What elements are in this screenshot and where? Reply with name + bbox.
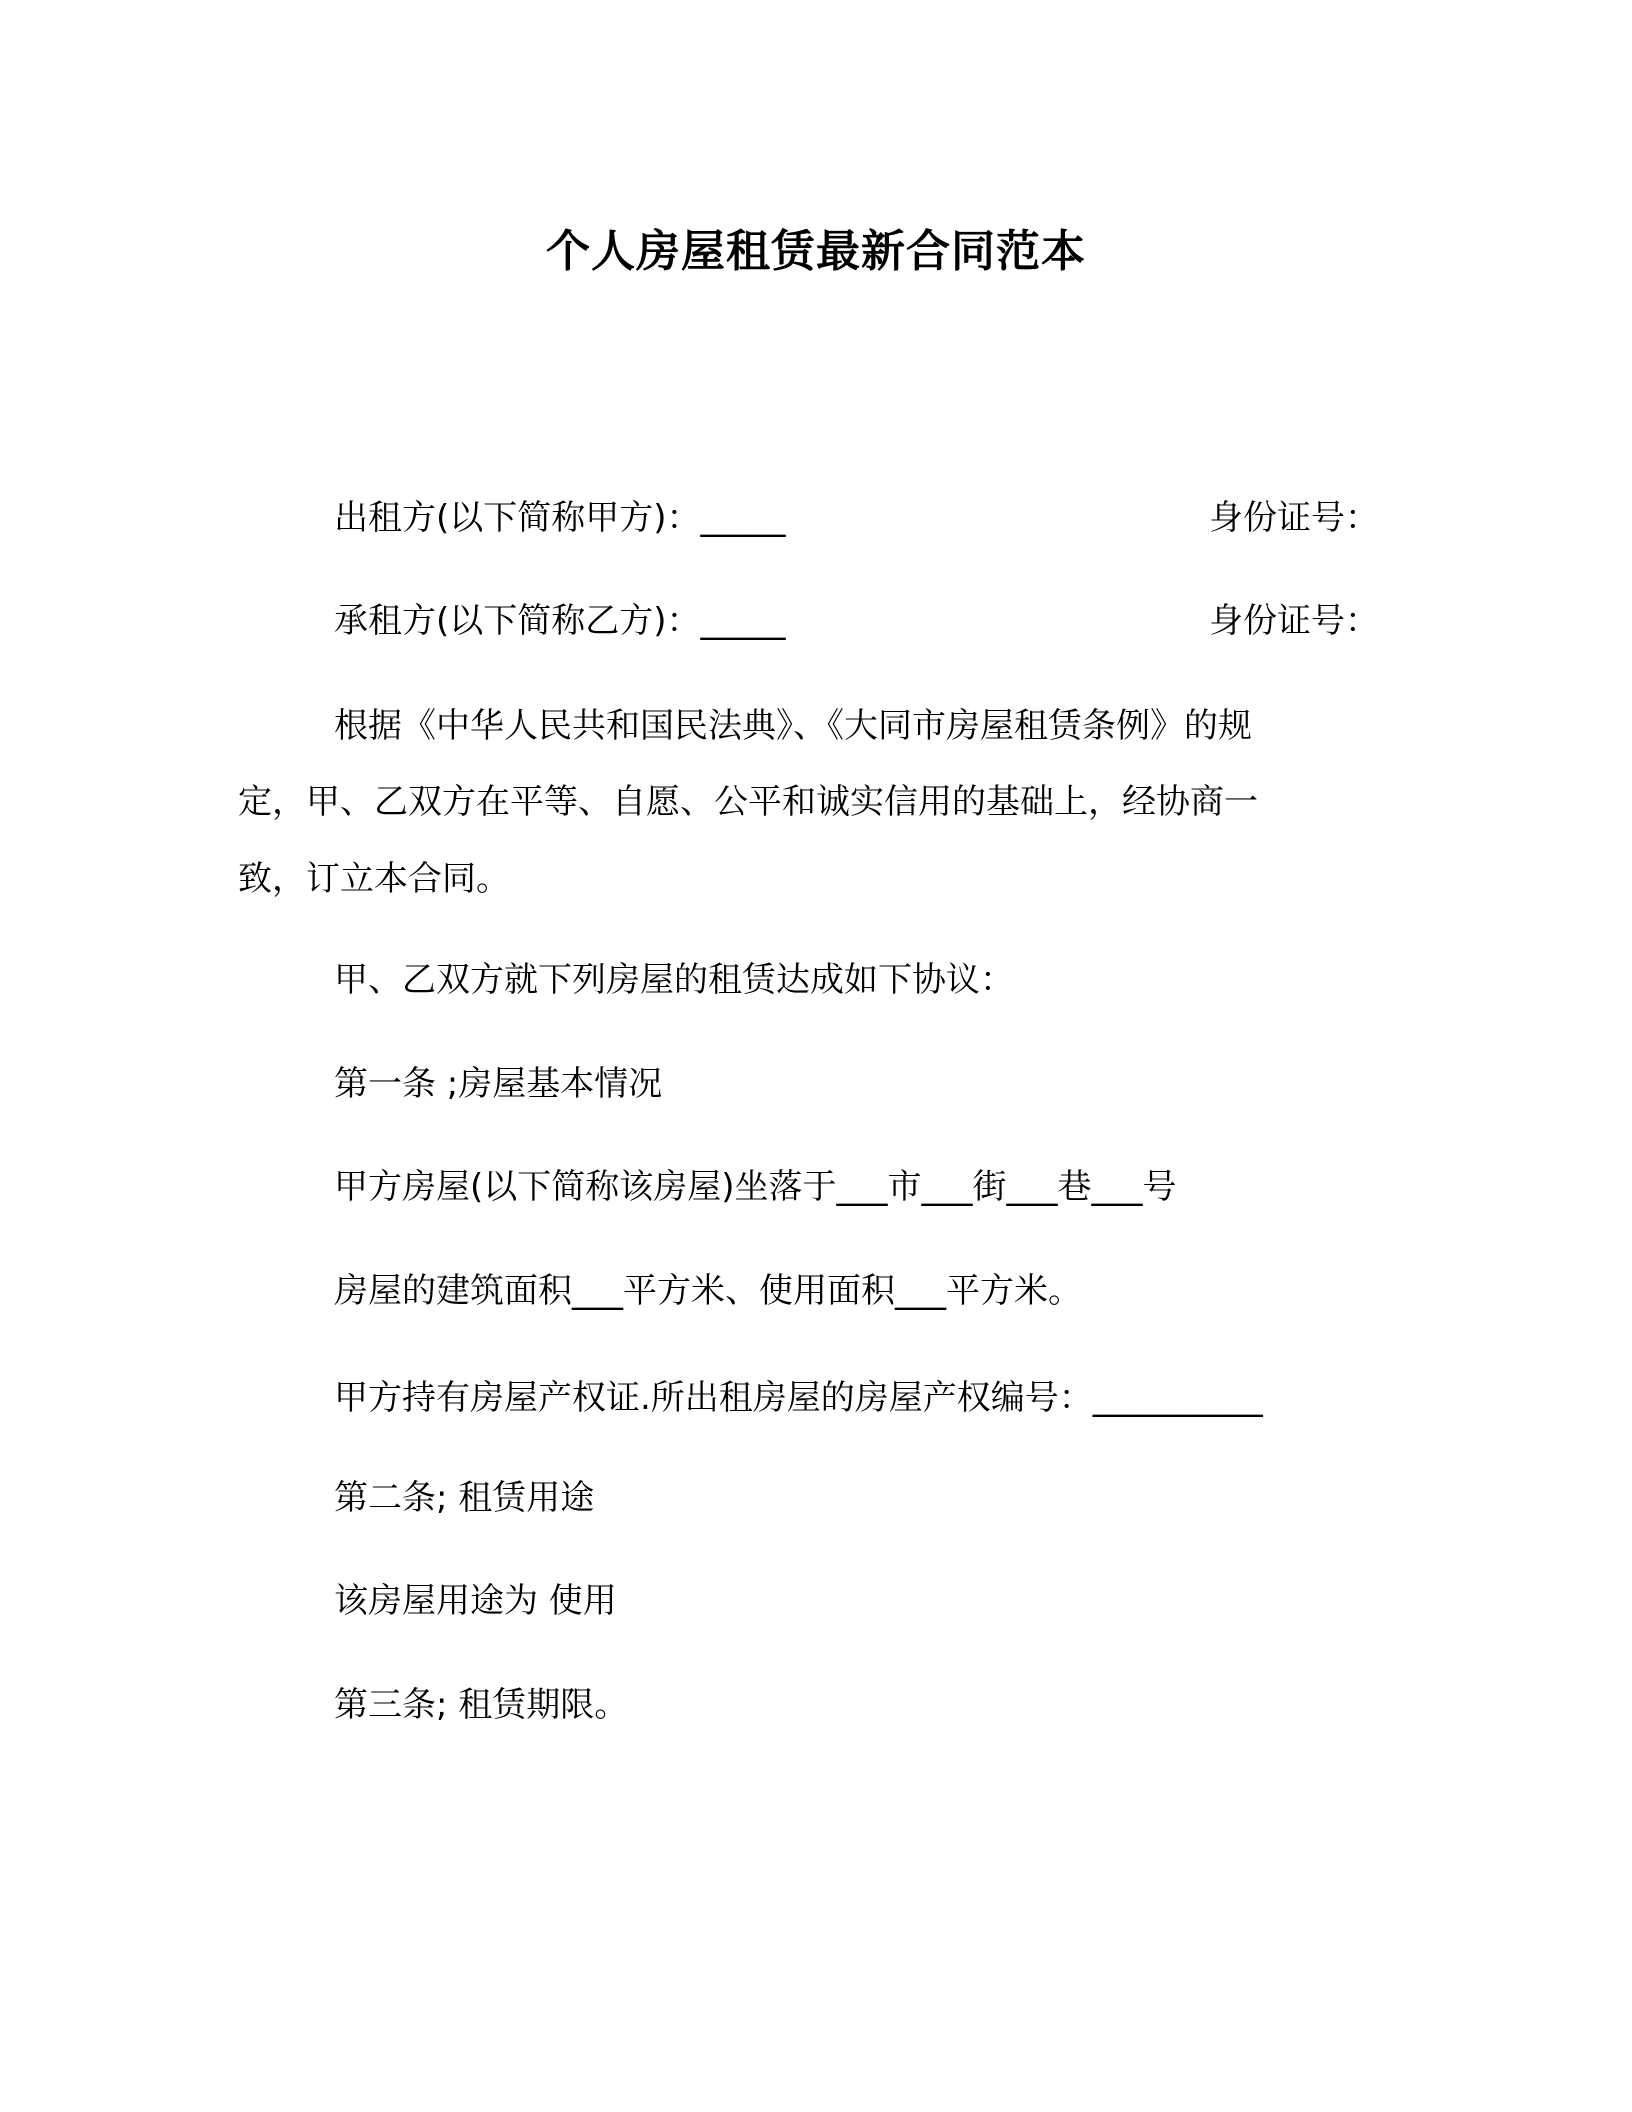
lessee-label: 承租方(以下简称乙方)：_____ [334, 601, 786, 641]
lessee-id-label: 身份证号： [1209, 601, 1379, 641]
article-2-heading: 第二条; 租赁用途 [334, 1478, 595, 1518]
article-1-heading: 第一条 ;房屋基本情况 [334, 1064, 663, 1104]
preamble-line-2: 定，甲、乙双方在平等、自愿、公平和诚实信用的基础上，经协商一 [238, 782, 1258, 822]
article-1-certificate: 甲方持有房屋产权证.所出租房屋的房屋产权编号：__________ [334, 1378, 1263, 1418]
preamble-line-3: 致，订立本合同。 [238, 859, 510, 899]
lessor-label: 出租方(以下简称甲方)：_____ [334, 498, 786, 538]
lessor-line [334, 494, 1434, 542]
article-3-heading: 第三条; 租赁期限。 [334, 1685, 629, 1725]
agreement-intro: 甲、乙双方就下列房屋的租赁达成如下协议： [334, 960, 1014, 1000]
lessee-line [334, 597, 1434, 645]
article-2-purpose: 该房屋用途为 使用 [334, 1581, 617, 1621]
article-1-area: 房屋的建筑面积___平方米、使用面积___平方米。 [334, 1271, 1082, 1311]
lessor-id-label: 身份证号： [1209, 498, 1379, 538]
preamble-line-1: 根据《中华人民共和国民法典》、《大同市房屋租赁条例》的规 [334, 706, 1252, 746]
document-title: 个人房屋租赁最新合同范本 [546, 226, 1086, 277]
article-1-location: 甲方房屋(以下简称该房屋)坐落于___市___街___巷___号 [334, 1167, 1177, 1207]
